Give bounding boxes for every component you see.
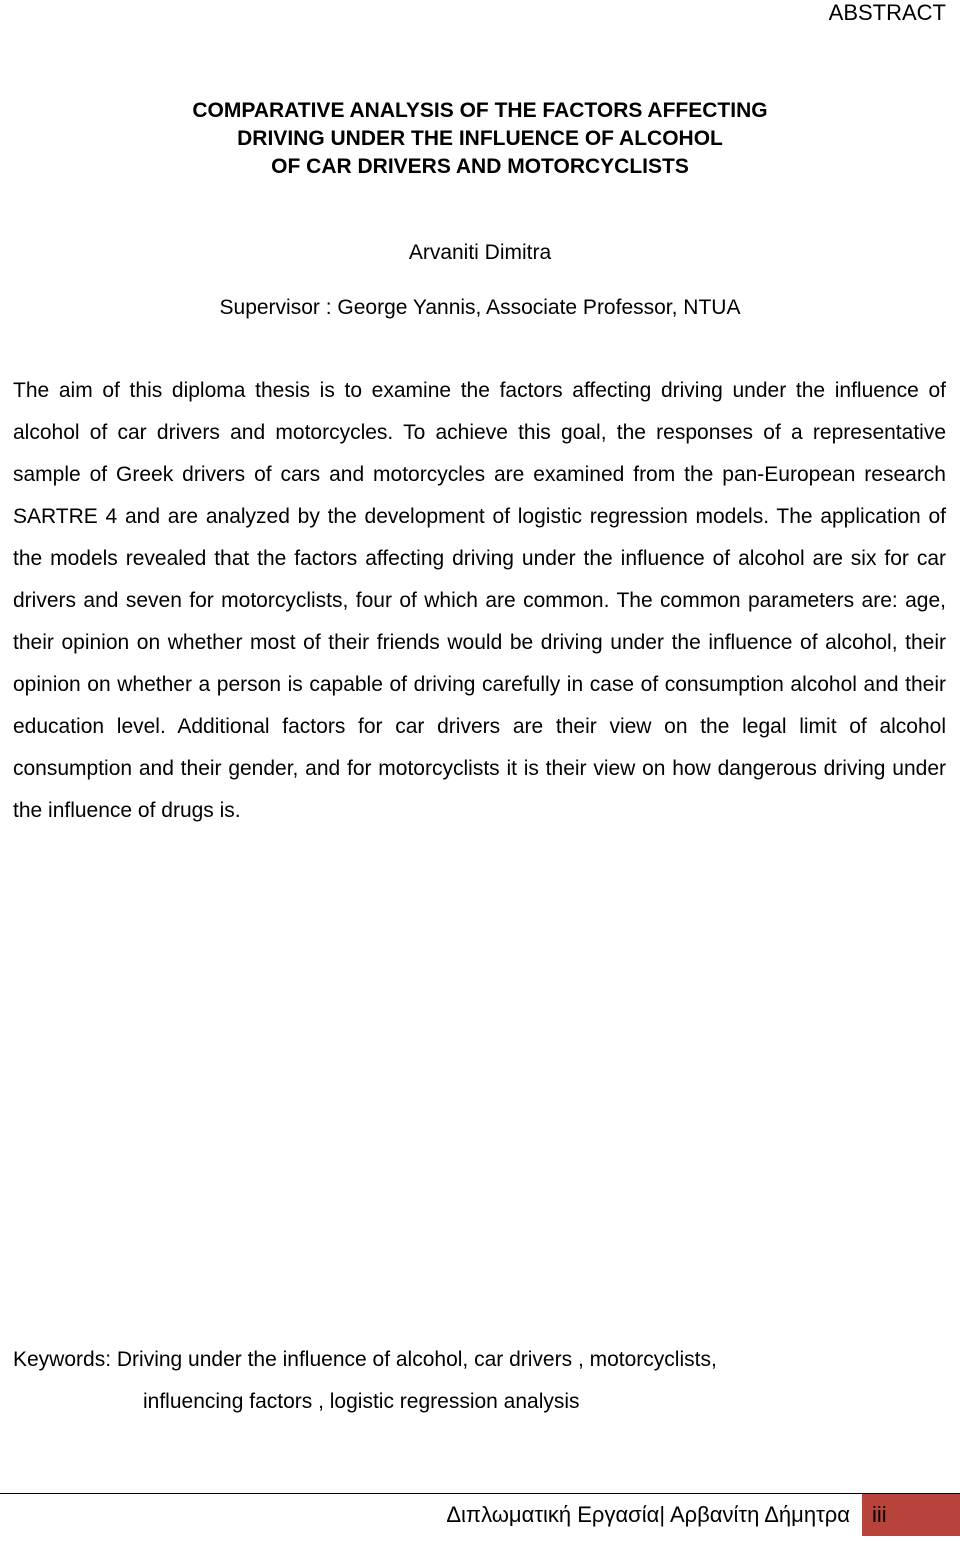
keywords-line-2: influencing factors , logistic regression analysis	[143, 1390, 580, 1413]
thesis-title	[0, 97, 960, 181]
author-name: Arvaniti Dimitra	[408, 241, 552, 264]
footer-author-text: Διπλωματική Εργασία| Αρβανίτη Δήμητρα	[446, 1502, 850, 1527]
title-line-1: COMPARATIVE ANALYSIS OF THE FACTORS AFFECTING	[192, 99, 768, 122]
supervisor-line: Supervisor : George Yannis, Associate Professor, NTUA	[219, 296, 741, 319]
section-label: ABSTRACT	[828, 0, 946, 25]
keywords-line-1: Keywords: Driving under the influence of alcohol, car drivers , motorcyclists,	[13, 1348, 717, 1371]
title-line-2: DRIVING UNDER THE INFLUENCE OF ALCOHOL	[237, 127, 723, 150]
footer-divider	[0, 1493, 960, 1494]
page-number: iii	[872, 1502, 887, 1527]
title-line-3: OF CAR DRIVERS AND MOTORCYCLISTS	[271, 155, 689, 178]
abstract-paragraph: The aim of this diploma thesis is to examine the factors affecting driving under the influence of alcohol of car drivers and motorcycles. To achieve this goal, the responses of a representative sample of Greek drivers of cars and motorcycles are examined from the pan-European research SARTRE 4 and are analyzed by the development of logistic regression models. The application of the models revealed that the factors affecting driving under the influence of alcohol are six for car drivers and seven for motorcyclists, four of which are common. The common parameters are: age, their opinion on whether most of their friends would be driving under the influence of alcohol, their opinion on whether a person is capable of driving carefully in case of consumption alcohol and their education level. Additional factors for car drivers are their view on the legal limit of alcohol consumption and their gender, and for motorcyclists it is their view on how dangerous driving under the influence of drugs is.	[13, 379, 946, 822]
